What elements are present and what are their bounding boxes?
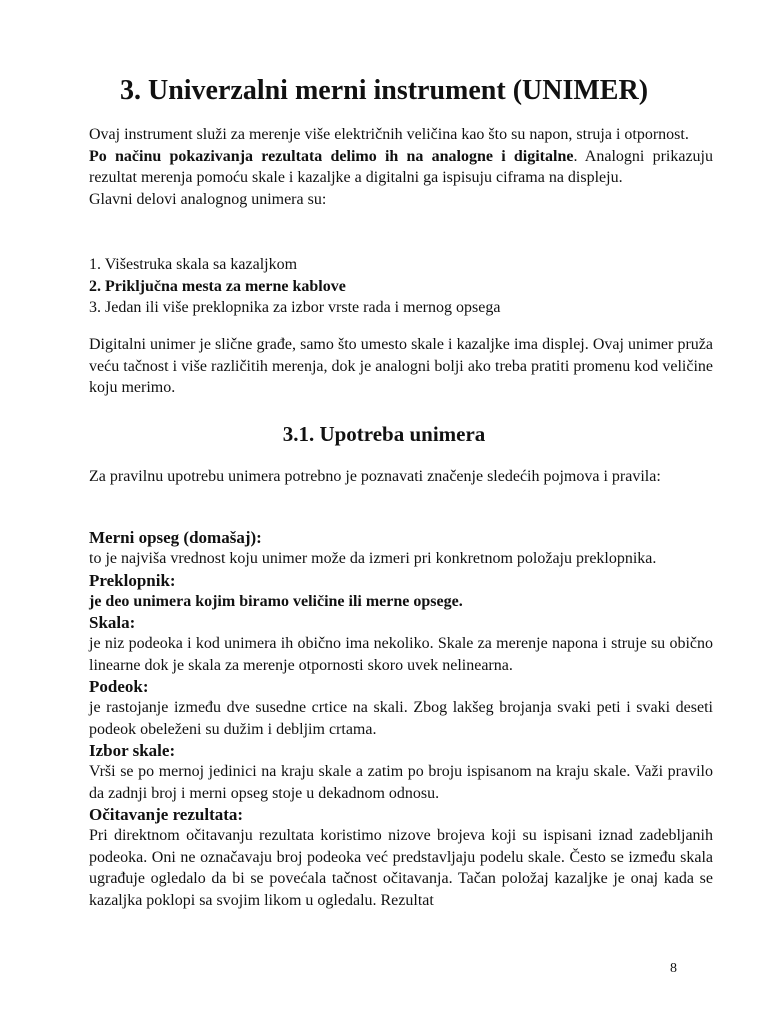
- intro-sentence-2-bold: Po načinu pokazivanja rezultata delimo ih na analogne i digitalne: [89, 147, 574, 165]
- term-definition: Pri direktnom očitavanju rezultata koristimo nizove brojeva koji su ispisani iznad zadebljanih podeoka. Oni ne označavaju broj podeoka već predstavljaju podelu skale. Često se između skala ugrađuje ogledalo da bi se povećala tačnost očitavanja. Tačan položaj kazaljke je onaj kada se kazaljka poklopi sa svojim likom u ogledalu. Rezultat: [89, 827, 713, 909]
- list-item: 1. Višestruka skala sa kazaljkom: [89, 256, 298, 273]
- term-definition: je deo unimera kojim biramo veličine ili merne opsege.: [89, 592, 463, 610]
- term-heading: Izbor skale:: [89, 741, 176, 760]
- page-number: 8: [670, 961, 677, 976]
- intro-sentence-3: Glavni delovi analognog unimera su:: [89, 190, 327, 208]
- section-intro: Za pravilnu upotrebu unimera potrebno je poznavati značenje sledećih pojmova i pravila:: [89, 468, 661, 485]
- list-item: 2. Priključna mesta za merne kablove: [89, 277, 346, 295]
- section-title: 3.1. Upotreba unimera: [282, 422, 486, 446]
- parts-list: [89, 254, 713, 319]
- term-item: [89, 676, 713, 740]
- intro-sentence-1: Ovaj instrument služi za merenje više električnih veličina kao što su napon, struja i otpornost.: [89, 126, 689, 143]
- term-item: [89, 804, 713, 911]
- intro-sentence-2-rest: . Analogni prikazuju rezultat merenja pomoću skale i kazaljke a digitalni ga ispisuju ciframa na displeju.: [89, 147, 713, 186]
- term-heading: Preklopnik:: [89, 570, 176, 590]
- digital-paragraph: Digitalni unimer je slične građe, samo što umesto skale i kazaljke ima displej. Ovaj unimer pruža veću tačnost i više različitih merenja, dok je analogni bolji ako treba pratiti promenu kod veličine koju merimo.: [89, 336, 713, 396]
- term-definition: je rastojanje između dve susedne crtice na skali. Zbog lakšeg brojanja svaki peti i svaki deseti podeok obeleženi su dužim i debljim crtama.: [89, 699, 713, 738]
- term-heading: Merni opseg (domašaj):: [89, 528, 262, 547]
- term-definition: to je najviša vrednost koju unimer može da izmeri pri konkretnom položaju preklopnika.: [89, 550, 657, 567]
- term-heading: Podeok:: [89, 677, 149, 696]
- intro-paragraph: [89, 124, 713, 210]
- term-item: [89, 740, 713, 804]
- term-item: [89, 527, 713, 570]
- term-heading: Skala:: [89, 613, 136, 632]
- term-definition: Vrši se po mernoj jedinici na kraju skale a zatim po broju ispisanom na kraju skale. Važi pravilo da zadnji broj i merni opseg stoje u dekadnom odnosu.: [89, 763, 713, 802]
- term-item: [89, 570, 713, 613]
- list-item: 3. Jedan ili više preklopnika za izbor vrste rada i mernog opsega: [89, 299, 501, 316]
- terms-list: [89, 527, 713, 911]
- term-heading: Očitavanje rezultata:: [89, 805, 244, 824]
- term-definition: je niz podeoka i kod unimera ih obično ima nekoliko. Skale za merenje napona i struje su obično linearne dok je skala za merenje otpornosti skoro uvek nelinearna.: [89, 635, 713, 674]
- page-title: 3. Univerzalni merni instrument (UNIMER): [119, 75, 649, 106]
- term-item: [89, 612, 713, 676]
